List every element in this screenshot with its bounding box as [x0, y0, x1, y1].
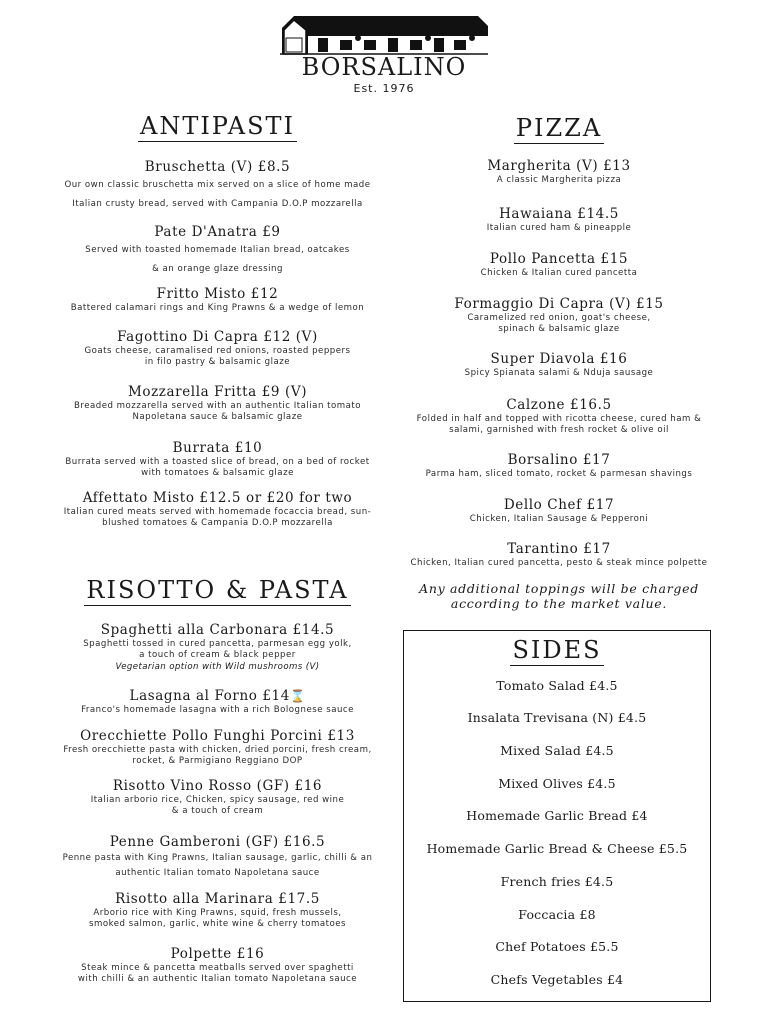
item-description: Breaded mozzarella served with an authentic Italian tomato Napoletana sauce & balsamic glaze [73, 401, 362, 422]
menu-item [400, 351, 718, 379]
item-name: Mozzarella Fritta £9 (V) [127, 384, 308, 400]
menu-item [40, 778, 395, 817]
item-description: Franco's homemade lasagna with a rich Bolognese sauce [81, 705, 354, 715]
building-logo-icon [278, 14, 490, 56]
side-item: Mixed Salad £4.5 [500, 743, 614, 758]
side-item: Chef Potatoes £5.5 [495, 939, 619, 954]
item-name: Dello Chef £17 [503, 497, 615, 513]
item-description: Italian cured ham & pineapple [486, 223, 632, 233]
item-description: Caramelized red onion, goat's cheese, spinach & balsamic glaze [467, 313, 651, 334]
menu-item [40, 728, 395, 767]
item-description: Burrata served with a toasted slice of bread, on a bed of rocket with tomatoes & balsamic glaze [65, 457, 370, 478]
menu-item [400, 158, 718, 186]
item-description: Goats cheese, caramalised red onions, roasted peppers in filo pastry & balsamic glaze [84, 346, 351, 367]
item-description: Chicken, Italian cured pancetta, pesto & steak mince polpette [410, 558, 708, 568]
item-name: Lasagna al Forno £14⌛ [129, 688, 306, 704]
menu-item [40, 622, 395, 673]
item-description: Italian arborio rice, Chicken, spicy sausage, red wine & a touch of cream [90, 795, 345, 816]
item-name: Fritto Misto £12 [156, 286, 279, 302]
menu-item [40, 440, 395, 479]
sides-box [403, 630, 711, 1002]
pizza-heading: PIZZA [515, 114, 603, 142]
menu-item [40, 490, 395, 529]
item-name: Risotto Vino Rosso (GF) £16 [112, 778, 323, 794]
menu-item [40, 384, 395, 423]
item-description: Steak mince & pancetta meatballs served over spaghetti with chilli & an authentic Italian tomato Napoletana sauce [77, 963, 358, 984]
item-description: Our own classic bruschetta mix served on a slice of home made Italian crusty bread, served with Campania D.O.P mozzarella [64, 180, 371, 209]
side-item: Chefs Vegetables £4 [490, 972, 624, 987]
side-item: French fries £4.5 [500, 874, 614, 889]
item-name: Calzone £16.5 [506, 397, 612, 413]
restaurant-header [0, 14, 768, 95]
toppings-note: Any additional toppings will be charged according to the market value. [419, 581, 699, 611]
item-description: Chicken & Italian cured pancetta [480, 268, 638, 278]
menu-item [400, 206, 718, 234]
item-description: Arborio rice with King Prawns, squid, fresh mussels, smoked salmon, garlic, white wine & cherry tomatoes [88, 908, 347, 929]
menu-item [400, 497, 718, 525]
side-item: Foccacia £8 [518, 907, 596, 922]
item-name: Risotto alla Marinara £17.5 [115, 891, 320, 907]
vegetarian-note: Vegetarian option with Wild mushrooms (V) [115, 662, 320, 672]
item-name: Tarantino £17 [507, 541, 611, 557]
menu-item [40, 834, 395, 881]
side-item: Tomato Salad £4.5 [496, 678, 618, 693]
menu-item [40, 224, 395, 279]
item-description: Spicy Spianata salami & Nduja sausage [464, 368, 654, 378]
item-description: Fresh orecchiette pasta with chicken, dried porcini, fresh cream, rocket, & Parmigiano Reggiano DOP [63, 745, 372, 766]
item-name: Pollo Pancetta £15 [489, 251, 629, 267]
hourglass-icon: ⌛ [289, 689, 306, 703]
menu-item [400, 296, 718, 335]
item-description: Italian cured meats served with homemade focaccia bread, sun- blushed tomatoes & Campania D.O.P mozzarella [63, 507, 372, 528]
item-name: Formaggio Di Capra (V) £15 [454, 296, 664, 312]
item-name: Polpette £16 [170, 946, 265, 962]
item-description: Parma ham, sliced tomato, rocket & parmesan shavings [425, 469, 693, 479]
menu-item [400, 251, 718, 279]
item-description: Folded in half and topped with ricotta cheese, cured ham & salami, garnished with fresh rocket & olive oil [416, 414, 702, 435]
item-name: Super Diavola £16 [490, 351, 628, 367]
item-name: Affettato Misto £12.5 or £20 for two [82, 490, 353, 506]
brand-name: BORSALINO [301, 53, 467, 81]
item-description: Spaghetti tossed in cured pancetta, parmesan egg yolk, a touch of cream & black pepper [83, 639, 352, 660]
menu-item [40, 286, 395, 314]
side-item: Mixed Olives £4.5 [498, 776, 616, 791]
menu-item [400, 452, 718, 480]
item-description: Battered calamari rings and King Prawns & a wedge of lemon [70, 303, 365, 313]
item-name: Spaghetti alla Carbonara £14.5 [100, 622, 335, 638]
item-name: Penne Gamberoni (GF) £16.5 [109, 834, 326, 850]
menu-item [40, 329, 395, 368]
antipasti-heading: ANTIPASTI [139, 112, 296, 140]
item-name: Fagottino Di Capra £12 (V) [117, 329, 318, 345]
item-description: Served with toasted homemade Italian bread, oatcakes & an orange glaze dressing [85, 245, 350, 274]
sides-heading: SIDES [512, 636, 602, 664]
risotto-pasta-heading: RISOTTO & PASTA [86, 576, 349, 604]
item-name: Borsalino £17 [507, 452, 611, 468]
side-item: Insalata Trevisana (N) £4.5 [467, 710, 647, 725]
item-name: Margherita (V) £13 [487, 158, 631, 174]
menu-item [40, 159, 395, 214]
established-year: Est. 1976 [353, 82, 415, 95]
item-name: Orecchiette Pollo Funghi Porcini £13 [80, 728, 355, 744]
item-name: Bruschetta (V) £8.5 [144, 159, 291, 175]
menu-item [40, 688, 395, 716]
menu-item [400, 541, 718, 569]
item-description: Penne pasta with King Prawns, Italian sausage, garlic, chilli & an authentic Italian tomato Napoletana sauce [62, 853, 373, 878]
item-description: Chicken, Italian Sausage & Pepperoni [469, 514, 649, 524]
item-name: Hawaiana £14.5 [499, 206, 619, 222]
menu-item [400, 397, 718, 436]
item-name: Pate D'Anatra £9 [154, 224, 281, 240]
side-item: Homemade Garlic Bread & Cheese £5.5 [426, 841, 688, 856]
menu-item [40, 946, 395, 985]
item-name: Burrata £10 [172, 440, 263, 456]
menu-item [40, 891, 395, 930]
side-item: Homemade Garlic Bread £4 [466, 808, 648, 823]
item-description: A classic Margherita pizza [496, 175, 622, 185]
